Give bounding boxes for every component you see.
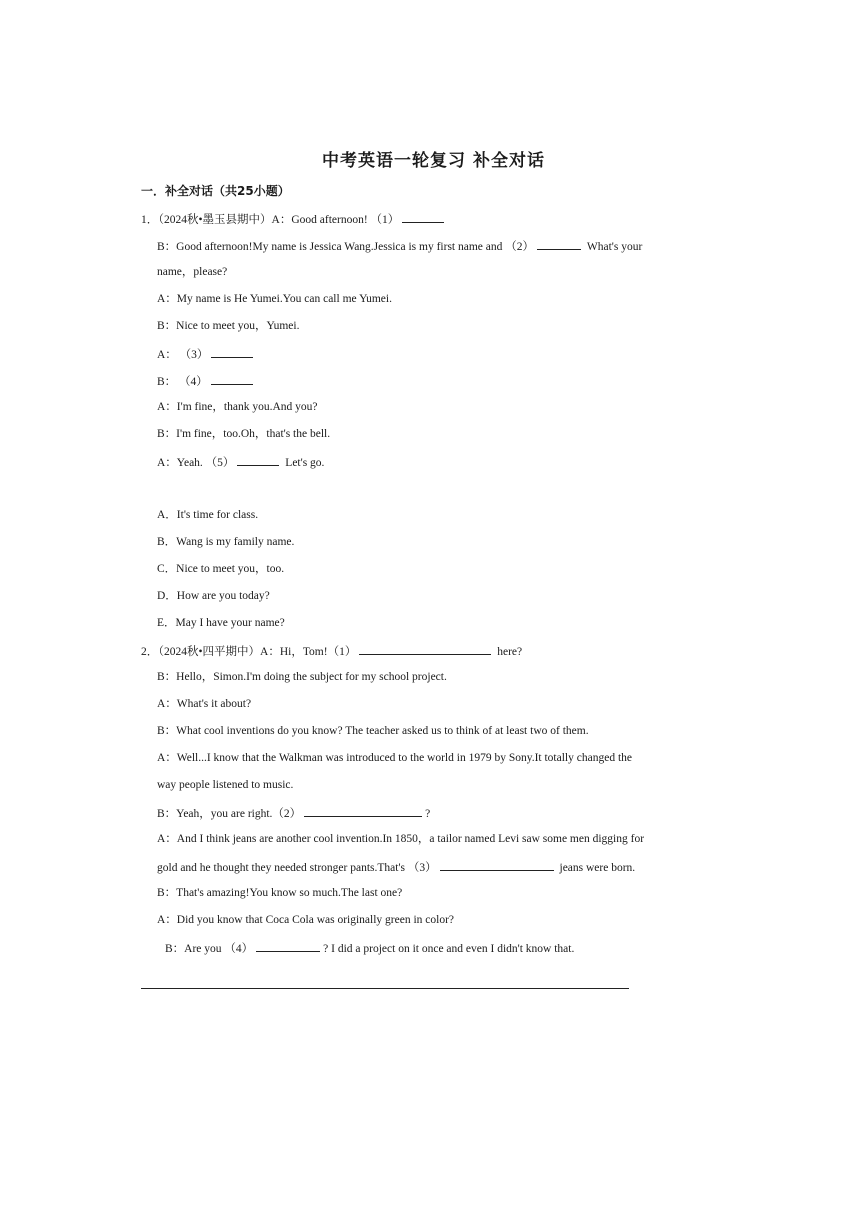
q2-source: （2024秋•四平期中） [158, 646, 261, 658]
q2-line-4: B：What cool inventions do you know? The teacher asked us to think of at least two of them. [157, 725, 589, 737]
answer-blank[interactable] [237, 454, 279, 466]
q1-text: What's your [586, 241, 643, 253]
q1-text: A： （3） [157, 349, 209, 361]
answer-blank[interactable] [402, 211, 444, 223]
q2-text: ? [425, 808, 431, 820]
answer-blank[interactable] [359, 643, 491, 655]
option-c: C．Nice to meet you，too. [157, 563, 285, 575]
q2-line-8: A：And I think jeans are another cool invention.In 1850，a tailor named Levi saw some men digging for [157, 833, 645, 845]
q2-text: ? I did a project on it once and even I didn't know that. [323, 943, 575, 955]
q2-line-9 [157, 859, 635, 875]
q2-line-5: A：Well...I know that the Walkman was introduced to the world in 1979 by Sony.It totally changed the [157, 752, 632, 764]
q1-line-3: name，please? [157, 266, 228, 278]
q1-text: A：Good afternoon! （1） [271, 214, 400, 226]
page-title: 中考英语一轮复习 补全对话 [322, 151, 545, 171]
q1-text: Let's go. [285, 457, 325, 469]
answer-blank[interactable] [256, 940, 320, 952]
q2-line-6: way people listened to music. [157, 779, 294, 791]
footer-divider [141, 988, 629, 989]
q2-text: B：Yeah，you are right.（2） [157, 808, 302, 820]
answer-blank[interactable] [440, 859, 554, 871]
q2-line-10: B：That's amazing!You know so much.The last one? [157, 887, 403, 899]
q1-line-6 [157, 346, 256, 362]
q1-line-1 [141, 211, 447, 227]
q1-line-2 [157, 238, 642, 254]
option-e: E．May I have your name? [157, 617, 285, 629]
q2-line-7 [157, 805, 430, 821]
answer-blank[interactable] [211, 373, 253, 385]
option-a: A．It's time for class. [157, 509, 259, 521]
answer-blank[interactable] [211, 346, 253, 358]
q1-text: B： （4） [157, 376, 208, 388]
q1-text: B：Good afternoon!My name is Jessica Wang.Jessica is my first name and （2） [157, 241, 535, 253]
q1-line-4: A：My name is He Yumei.You can call me Yumei. [157, 293, 392, 305]
q1-line-10 [157, 454, 324, 470]
option-b: B．Wang is my family name. [157, 536, 295, 548]
q2-text: jeans were born. [559, 862, 636, 874]
q2-text: here? [497, 646, 523, 658]
q2-line-12 [165, 940, 574, 956]
q1-line-9: B：I'm fine，too.Oh，that's the bell. [157, 428, 331, 440]
q1-text: A：Yeah. （5） [157, 457, 235, 469]
q2-text: B：Are you （4） [165, 943, 254, 955]
q1-line-7 [157, 373, 256, 389]
q2-line-1 [141, 643, 522, 659]
q2-number: 2． [141, 646, 159, 658]
q1-line-5: B：Nice to meet you，Yumei. [157, 320, 300, 332]
q2-line-3: A：What's it about? [157, 698, 252, 710]
q2-text: A：Hi，Tom!（1） [260, 646, 357, 658]
q1-number: 1． [141, 214, 159, 226]
option-d: D．How are you today? [157, 590, 270, 602]
q1-line-8: A：I'm fine，thank you.And you? [157, 401, 318, 413]
answer-blank[interactable] [537, 238, 581, 250]
section-heading: 一．补全对话（共25小题） [141, 184, 290, 198]
q1-source: （2024秋•墨玉县期中） [158, 214, 272, 226]
answer-blank[interactable] [304, 805, 422, 817]
q2-line-11: A：Did you know that Coca Cola was originally green in color? [157, 914, 455, 926]
q2-text: gold and he thought they needed stronger pants.That's （3） [157, 862, 437, 874]
q2-line-2: B：Hello，Simon.I'm doing the subject for my school project. [157, 671, 447, 683]
